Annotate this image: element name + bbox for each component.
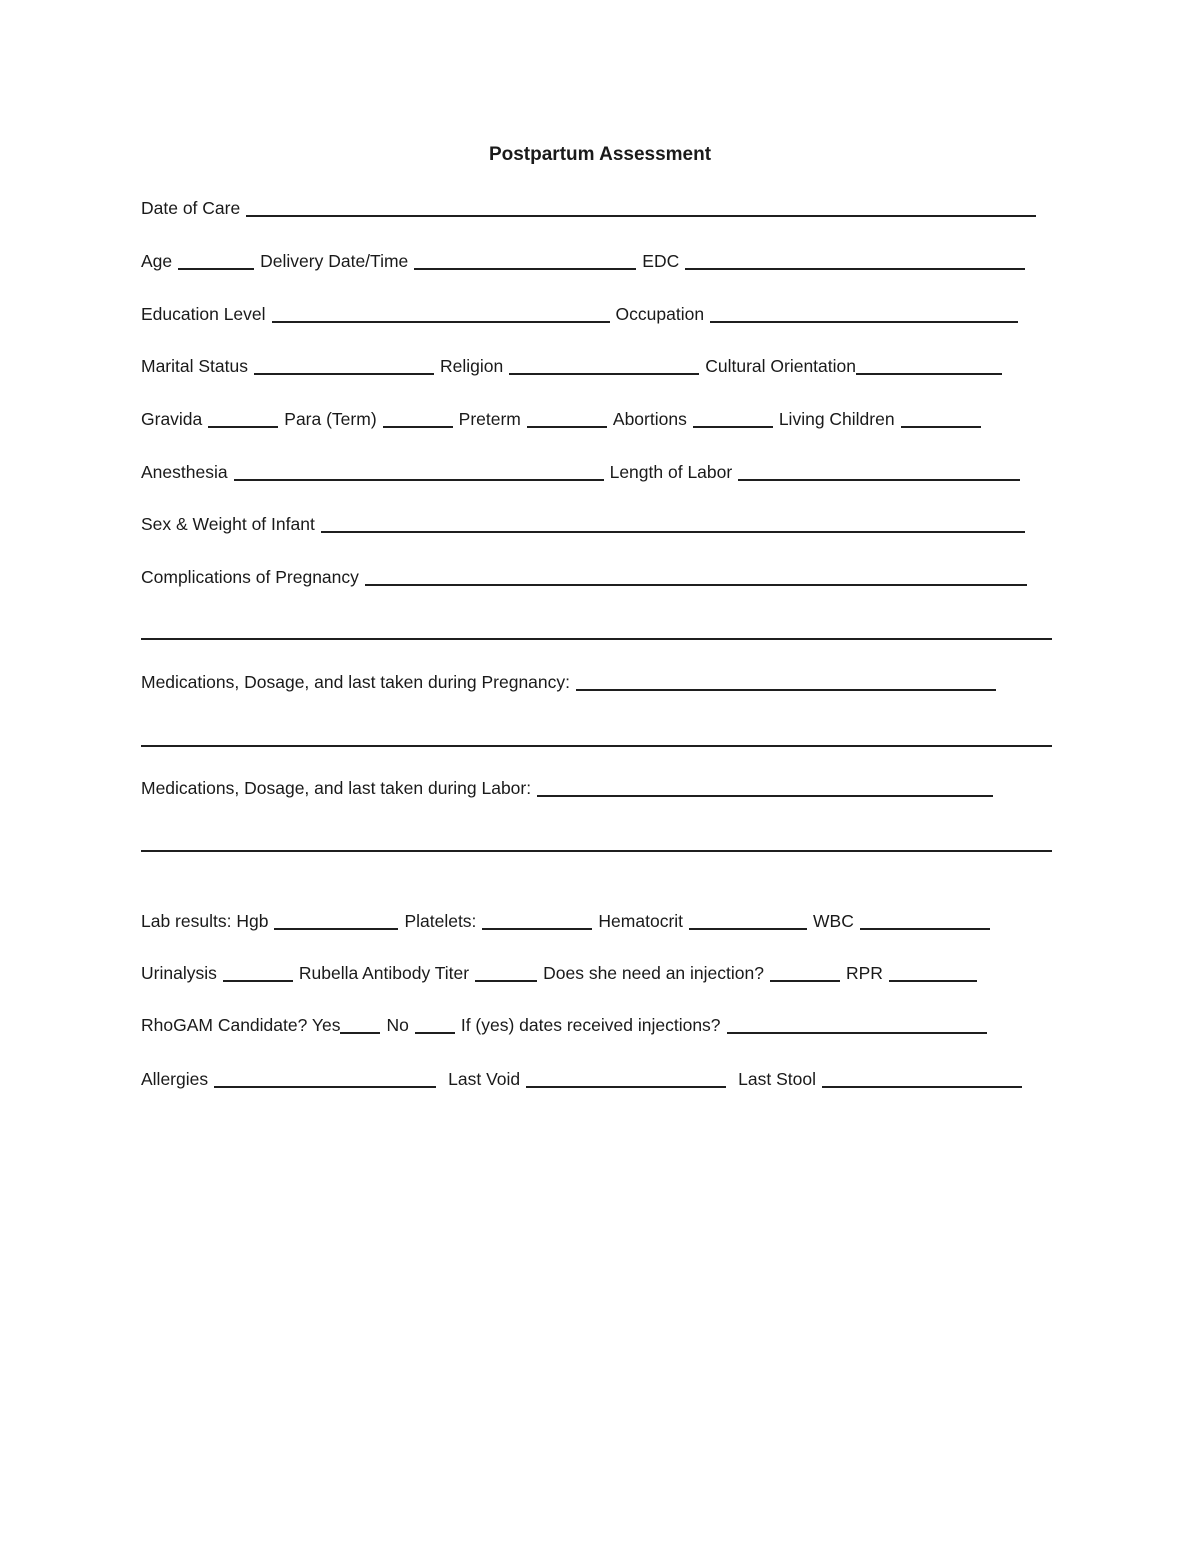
field-rhogam-yes[interactable] bbox=[340, 1032, 380, 1034]
field-para-term[interactable] bbox=[383, 426, 453, 428]
field-length-of-labor[interactable] bbox=[738, 479, 1020, 481]
row-age-delivery-edc bbox=[141, 249, 1025, 273]
label-length-of-labor: Length of Labor bbox=[609, 462, 733, 482]
field-abortions[interactable] bbox=[693, 426, 773, 428]
field-cultural-orientation[interactable] bbox=[856, 373, 1002, 375]
field-occupation[interactable] bbox=[710, 321, 1018, 323]
field-injection-needed[interactable] bbox=[770, 980, 840, 982]
field-date-of-care[interactable] bbox=[246, 215, 1036, 217]
field-last-stool[interactable] bbox=[822, 1086, 1022, 1088]
row-rhogam bbox=[141, 1013, 987, 1037]
label-preterm: Preterm bbox=[458, 409, 521, 429]
row-urinalysis-rubella bbox=[141, 961, 977, 985]
label-last-void: Last Void bbox=[448, 1069, 521, 1089]
field-rpr[interactable] bbox=[889, 980, 977, 982]
row-marital-religion-culture bbox=[141, 354, 1002, 378]
field-meds-labor-continued[interactable] bbox=[141, 850, 1052, 852]
field-living-children[interactable] bbox=[901, 426, 981, 428]
field-education-level[interactable] bbox=[272, 321, 610, 323]
field-meds-pregnancy-continued[interactable] bbox=[141, 745, 1052, 747]
label-injection-needed: Does she need an injection? bbox=[543, 963, 764, 983]
row-complications-continued bbox=[141, 619, 1052, 643]
label-marital-status: Marital Status bbox=[141, 356, 248, 376]
field-meds-labor[interactable] bbox=[537, 795, 993, 797]
label-delivery-date-time: Delivery Date/Time bbox=[260, 251, 409, 271]
label-platelets: Platelets: bbox=[404, 911, 477, 931]
label-para-term: Para (Term) bbox=[284, 409, 377, 429]
form-title: Postpartum Assessment bbox=[488, 144, 712, 165]
label-rhogam-no: No bbox=[386, 1015, 409, 1035]
label-last-stool: Last Stool bbox=[738, 1069, 816, 1089]
label-rubella: Rubella Antibody Titer bbox=[298, 963, 470, 983]
label-age: Age bbox=[141, 251, 173, 271]
label-if-yes-dates: If (yes) dates received injections? bbox=[460, 1015, 721, 1035]
row-date-of-care bbox=[141, 196, 1036, 220]
field-age[interactable] bbox=[178, 268, 254, 270]
field-complications-continued[interactable] bbox=[141, 638, 1052, 640]
field-preterm[interactable] bbox=[527, 426, 607, 428]
row-anesthesia-labor bbox=[141, 460, 1020, 484]
label-date-of-care: Date of Care bbox=[141, 198, 241, 218]
label-complications-pregnancy: Complications of Pregnancy bbox=[141, 567, 359, 587]
field-sex-weight-infant[interactable] bbox=[321, 531, 1025, 533]
field-urinalysis[interactable] bbox=[223, 980, 293, 982]
field-hgb[interactable] bbox=[274, 928, 398, 930]
label-abortions: Abortions bbox=[612, 409, 687, 429]
label-cultural-orientation: Cultural Orientation bbox=[705, 356, 856, 376]
label-religion: Religion bbox=[439, 356, 504, 376]
label-education-level: Education Level bbox=[141, 304, 266, 324]
field-wbc[interactable] bbox=[860, 928, 990, 930]
label-living-children: Living Children bbox=[778, 409, 895, 429]
row-allergies-void-stool bbox=[141, 1067, 1022, 1091]
field-platelets[interactable] bbox=[482, 928, 592, 930]
field-hematocrit[interactable] bbox=[689, 928, 807, 930]
label-wbc: WBC bbox=[813, 911, 854, 931]
label-edc: EDC bbox=[642, 251, 680, 271]
row-lab-results bbox=[141, 909, 990, 933]
field-allergies[interactable] bbox=[214, 1086, 436, 1088]
field-religion[interactable] bbox=[509, 373, 699, 375]
row-education-occupation bbox=[141, 302, 1018, 326]
row-meds-pregnancy bbox=[141, 670, 996, 694]
label-anesthesia: Anesthesia bbox=[141, 462, 228, 482]
label-sex-weight-infant: Sex & Weight of Infant bbox=[141, 514, 315, 534]
row-meds-pregnancy-continued bbox=[141, 726, 1052, 750]
label-occupation: Occupation bbox=[615, 304, 705, 324]
label-meds-labor: Medications, Dosage, and last taken during Labor: bbox=[141, 778, 532, 798]
field-marital-status[interactable] bbox=[254, 373, 434, 375]
label-meds-pregnancy: Medications, Dosage, and last taken during Pregnancy: bbox=[141, 672, 571, 692]
field-if-yes-dates[interactable] bbox=[727, 1032, 987, 1034]
row-meds-labor-continued bbox=[141, 831, 1052, 855]
field-edc[interactable] bbox=[685, 268, 1025, 270]
label-urinalysis: Urinalysis bbox=[141, 963, 217, 983]
field-rubella[interactable] bbox=[475, 980, 537, 982]
field-last-void[interactable] bbox=[526, 1086, 726, 1088]
label-rpr: RPR bbox=[845, 963, 883, 983]
field-anesthesia[interactable] bbox=[234, 479, 604, 481]
field-gravida[interactable] bbox=[208, 426, 278, 428]
label-rhogam-yes: RhoGAM Candidate? Yes bbox=[141, 1015, 341, 1035]
row-meds-labor bbox=[141, 776, 993, 800]
field-complications-pregnancy[interactable] bbox=[365, 584, 1027, 586]
label-gravida: Gravida bbox=[141, 409, 203, 429]
row-complications bbox=[141, 565, 1027, 589]
row-infant bbox=[141, 512, 1025, 536]
field-meds-pregnancy[interactable] bbox=[576, 689, 996, 691]
label-allergies: Allergies bbox=[141, 1069, 209, 1089]
label-lab-results-hgb: Lab results: Hgb bbox=[141, 911, 269, 931]
row-obstetric-history bbox=[141, 407, 981, 431]
field-delivery-date-time[interactable] bbox=[414, 268, 636, 270]
field-rhogam-no[interactable] bbox=[415, 1032, 455, 1034]
label-hematocrit: Hematocrit bbox=[598, 911, 684, 931]
